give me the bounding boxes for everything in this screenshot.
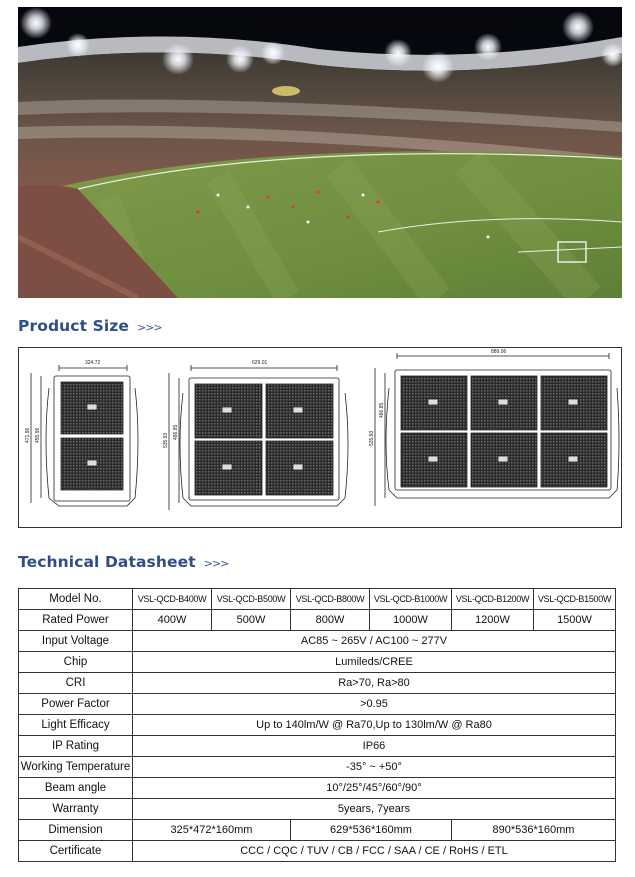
table-row-dimension (19, 820, 616, 841)
table-row-model (19, 589, 616, 610)
product-size-title: Product Size (18, 317, 129, 335)
power-cell: 1200W (452, 610, 534, 631)
drawing-large (375, 353, 619, 506)
value-cell: 5years, 7years (133, 799, 616, 820)
row-label: Input Voltage (19, 631, 133, 652)
value-cell: 10°/25°/45°/60°/90° (133, 778, 616, 799)
small-height-inner-label: 455.96 (35, 427, 41, 443)
row-label: Power Factor (19, 694, 133, 715)
chevron-right-icon: >>> (137, 321, 162, 334)
medium-width-label: 629.01 (252, 360, 268, 366)
table-row-rated-power (19, 610, 616, 631)
value-cell: AC85 ~ 265V / AC100 ~ 277V (133, 631, 616, 652)
drawing-small (31, 365, 138, 506)
table-row-power-factor (19, 694, 616, 715)
dimension-cell: 325*472*160mm (133, 820, 291, 841)
table-row-input-voltage (19, 631, 616, 652)
technical-datasheet-table (18, 588, 616, 862)
model-cell: VSL-QCD-B1000W (370, 589, 452, 610)
table-row-beam-angle (19, 778, 616, 799)
model-cell: VSL-QCD-B1200W (452, 589, 534, 610)
value-cell: IP66 (133, 736, 616, 757)
table-row-certificate (19, 841, 616, 862)
large-height-inner-label: 486.85 (379, 402, 385, 418)
row-label: Warranty (19, 799, 133, 820)
row-label: Dimension (19, 820, 133, 841)
medium-height-inner-label: 486.85 (173, 424, 179, 440)
small-height-outer-label: 471.96 (25, 427, 31, 443)
large-height-outer-label: 535.93 (369, 430, 375, 446)
row-label: Working Temperature (19, 757, 133, 778)
dimension-cell: 890*536*160mm (452, 820, 616, 841)
chevron-right-icon: >>> (203, 557, 229, 570)
row-label: IP Rating (19, 736, 133, 757)
dimension-cell: 629*536*160mm (291, 820, 452, 841)
value-cell: -35° ~ +50° (133, 757, 616, 778)
technical-datasheet-heading (18, 553, 228, 571)
model-cell: VSL-QCD-B800W (291, 589, 370, 610)
model-cell: VSL-QCD-B1500W (534, 589, 616, 610)
table-row-cri (19, 673, 616, 694)
large-width-label: 889.06 (491, 349, 507, 355)
table-row-working-temperature (19, 757, 616, 778)
drawing-medium (169, 365, 348, 510)
row-label: Model No. (19, 589, 133, 610)
product-size-heading (18, 317, 162, 335)
small-width-label: 324.72 (85, 360, 101, 366)
table-row-light-efficacy (19, 715, 616, 736)
power-cell: 800W (291, 610, 370, 631)
product-size-drawings (18, 347, 622, 528)
value-cell: CCC / CQC / TUV / CB / FCC / SAA / CE / RoHS / ETL (133, 841, 616, 862)
stadium-photo (18, 7, 622, 298)
row-label: CRI (19, 673, 133, 694)
power-cell: 400W (133, 610, 212, 631)
value-cell: >0.95 (133, 694, 616, 715)
row-label: Chip (19, 652, 133, 673)
power-cell: 1500W (534, 610, 616, 631)
row-label: Beam angle (19, 778, 133, 799)
value-cell: Lumileds/CREE (133, 652, 616, 673)
value-cell: Ra>70, Ra>80 (133, 673, 616, 694)
power-cell: 1000W (370, 610, 452, 631)
table-row-chip (19, 652, 616, 673)
model-cell: VSL-QCD-B500W (212, 589, 291, 610)
technical-datasheet-title: Technical Datasheet (18, 553, 196, 571)
model-cell: VSL-QCD-B400W (133, 589, 212, 610)
medium-height-outer-label: 535.93 (163, 432, 169, 448)
table-row-ip-rating (19, 736, 616, 757)
power-cell: 500W (212, 610, 291, 631)
value-cell: Up to 140lm/W @ Ra70,Up to 130lm/W @ Ra80 (133, 715, 616, 736)
row-label: Light Efficacy (19, 715, 133, 736)
row-label: Certificate (19, 841, 133, 862)
row-label: Rated Power (19, 610, 133, 631)
table-row-warranty (19, 799, 616, 820)
